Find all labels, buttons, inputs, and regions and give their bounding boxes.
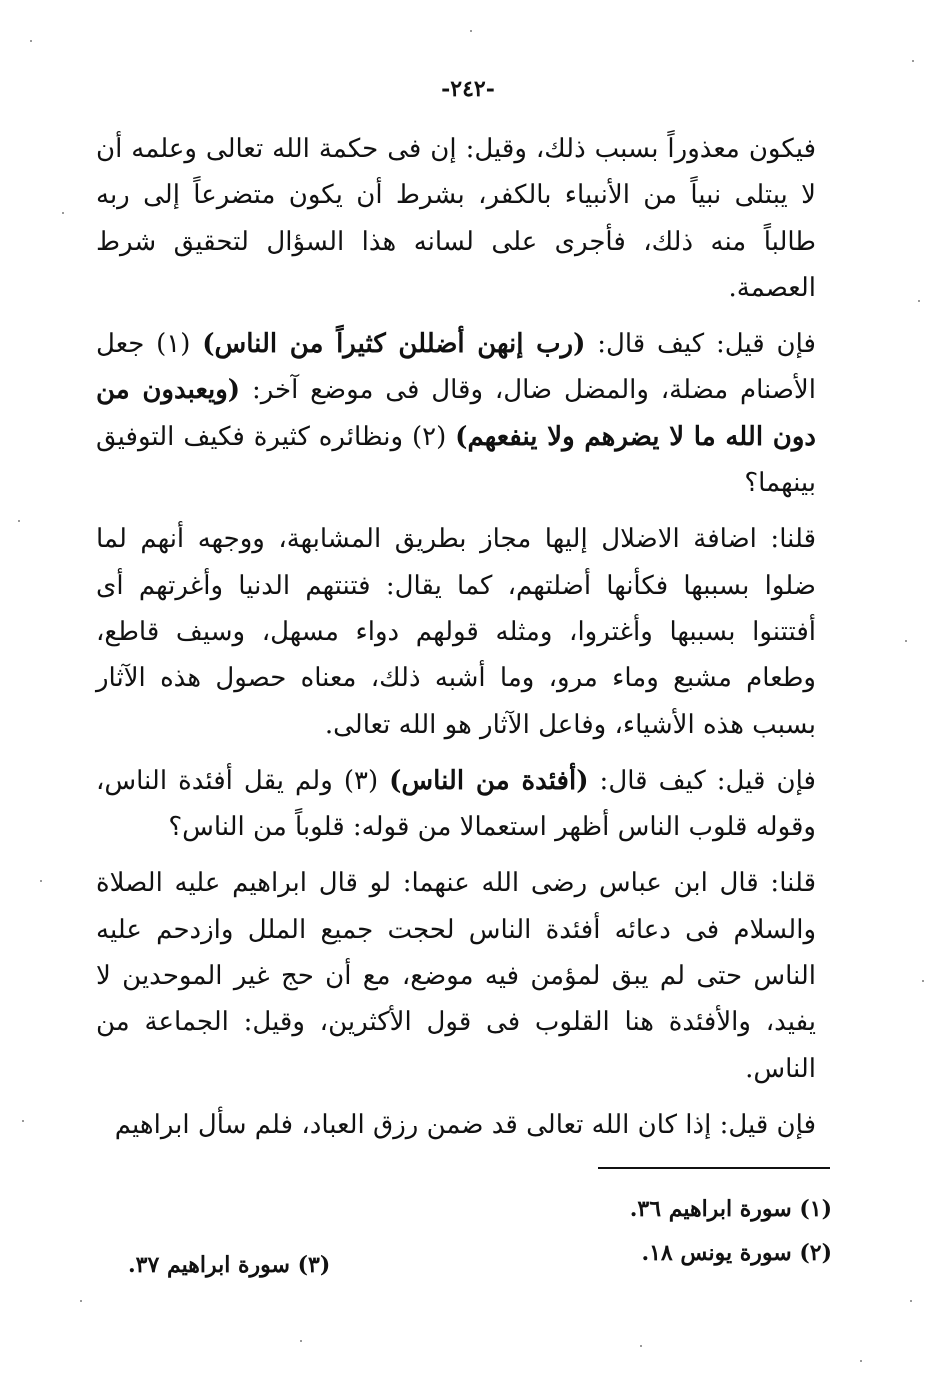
paragraph-text: فإن قيل: كيف قال: [585, 329, 816, 360]
paragraph-text: قلنا: اضافة الاضلال إليها مجاز بطريق المشابهة، ووجهه أنهم لما ضلوا بسببها فكأنها أضلتهم، كما يقال: فتنتهم الدنيا وأغرتهم أى أفتتنوا بسببها وأغتروا، ومثله قولهم دواء مسهل، وسيف قاطع، وطعام مشبع وماء مرو، وما أشبه ذلك، معناه حصول هذه الآثار بسبب هذه الأشياء، وفاعل الآثار هو الله تعالى. [96, 524, 816, 740]
scan-speck [640, 1345, 642, 1347]
scan-speck [470, 30, 472, 32]
quoted-verse: (ويعبدون من دون الله ما لا يضرهم ولا ينفعهم) [96, 375, 816, 452]
footnote-3: (٣) سورة ابراهيم ٣٧. [128, 1252, 331, 1278]
paragraph-text: (٣) ولم يقل أفئدة الناس، وقوله قلوب الناس أظهر استعمالا من قوله: قلوباً من الناس؟ [96, 765, 816, 843]
paragraph [96, 758, 816, 851]
footnote-1: (١) سورة ابراهيم ٣٦. [629, 1196, 832, 1222]
paragraph [96, 321, 816, 506]
paragraph-text: (٢) ونظائره كثيرة فكيف التوفيق بينهما؟ [96, 421, 816, 499]
paragraph [96, 860, 816, 1091]
scan-speck [22, 1120, 24, 1122]
scan-speck [912, 60, 914, 62]
scan-speck [860, 1360, 862, 1362]
scan-speck [910, 1300, 912, 1302]
quoted-verse: (أفئدة من الناس) [389, 765, 589, 796]
paragraph-text: فإن قيل: كيف قال: [588, 765, 816, 796]
quoted-verse: (رب إنهن أضللن كثيراً من الناس) [202, 329, 586, 360]
paragraph [96, 1102, 816, 1148]
scan-speck [300, 1340, 302, 1342]
scan-speck [18, 520, 20, 522]
paragraph-text: قلنا: قال ابن عباس رضى الله عنهما: لو قال ابراهيم عليه الصلاة والسلام فى دعائه أفئدة الناس لحجت جميع الملل وازدحم عليه الناس حتى لم يبق لمؤمن فيه موضع، مع أن حج غير الموحدين لا يفيد، والأفئدة هنا القلوب فى قول الأكثرين، وقيل: الجماعة من الناس. [96, 868, 816, 1084]
footnote-separator [598, 1167, 830, 1169]
scan-speck [918, 300, 920, 302]
scan-speck [905, 640, 907, 642]
scan-speck [40, 880, 42, 882]
footnote-2: (٢) سورة يونس ١٨. [641, 1240, 832, 1266]
scan-speck [922, 980, 924, 982]
page-number: -٢٤٢- [441, 76, 495, 102]
paragraph-text: (١) جعل الأصنام مضلة، والمضل ضال، وقال فى موضع آخر: [96, 329, 816, 406]
paragraph [96, 516, 816, 747]
scan-speck [80, 1300, 82, 1302]
paragraph-text: فإن قيل: إذا كان الله تعالى قد ضمن رزق العباد، فلم سأل ابراهيم [114, 1109, 816, 1140]
body-text [96, 126, 816, 1158]
scan-speck [30, 40, 32, 42]
paragraph [96, 126, 816, 311]
paragraph-text: فيكون معذوراً بسبب ذلك، وقيل: إن فى حكمة الله تعالى وعلمه أن لا يبتلى نبياً من الأنبياء بالكفر، بشرط أن يكون متضرعاً إلى ربه طالباً منه ذلك، فأجرى على لسانه هذا السؤال لتحقيق شرط العصمة. [96, 134, 816, 303]
scan-speck [62, 212, 64, 214]
